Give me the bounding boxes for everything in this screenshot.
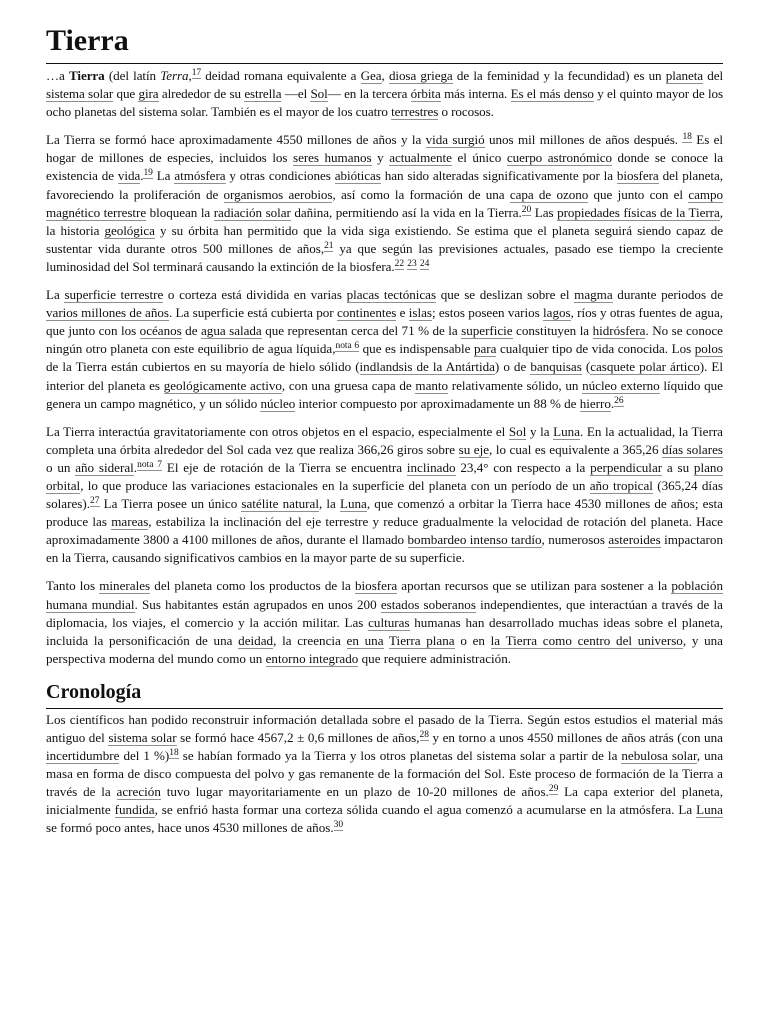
- wiki-link[interactable]: nebulosa solar: [621, 748, 697, 764]
- text-run: interior compuesto por aproximadamente un 88 % de: [295, 395, 580, 411]
- wiki-link[interactable]: incertidumbre: [46, 748, 120, 764]
- text-run: y en torno a unos 4550 millones de años atrás (con una: [429, 730, 723, 745]
- text-run: se habían formado ya la Tierra y los otros planetas del sistema solar a partir de la: [178, 748, 622, 764]
- text-run: del 1 %): [119, 748, 170, 764]
- wiki-link[interactable]: geológica: [104, 222, 155, 238]
- text-run: Las: [531, 204, 558, 220]
- text-run: y otras condiciones: [225, 168, 335, 184]
- reference-link[interactable]: 17: [191, 68, 202, 78]
- text-run: La capa exterior del planeta, inicialmente: [46, 784, 723, 818]
- wiki-link[interactable]: inclinado: [406, 459, 456, 475]
- reference-link[interactable]: nota 6: [335, 341, 360, 352]
- wiki-link[interactable]: perpendicular: [590, 459, 663, 475]
- text-run: impactaron en la Tierra, causando significativos cambios en la mayor parte de su superficie.: [46, 532, 723, 566]
- wiki-link[interactable]: hierro: [579, 395, 611, 411]
- text-run: , la creencia: [273, 632, 347, 648]
- text-run: La: [152, 168, 175, 184]
- wiki-link[interactable]: magma: [574, 287, 613, 303]
- text-run: . En la actualidad, la Tierra completa una órbita alrededor del Sol cada vez que realiza 366,26 giros sobre: [46, 423, 723, 457]
- wiki-link[interactable]: agua salada: [201, 323, 262, 339]
- bold-text: Tierra: [68, 68, 105, 83]
- text-run: La: [46, 287, 65, 303]
- wiki-link[interactable]: Luna: [339, 496, 367, 512]
- text-run: — en la tercera: [327, 86, 411, 102]
- wiki-link[interactable]: sistema solar: [46, 86, 114, 102]
- text-run: , numerosos: [541, 532, 609, 548]
- wiki-link[interactable]: gira: [138, 86, 159, 102]
- wiki-link[interactable]: vida surgió: [425, 132, 485, 148]
- wiki-link[interactable]: polos: [694, 341, 723, 357]
- wiki-link[interactable]: culturas: [368, 614, 410, 630]
- text-run: Tanto los: [46, 578, 100, 594]
- text-run: , ríos y otras fuentes de agua, que junto con los: [46, 305, 723, 339]
- text-run: que: [113, 86, 139, 102]
- wiki-link[interactable]: Sol: [508, 423, 527, 439]
- text-run: .: [133, 459, 138, 475]
- text-run: . Sus habitantes están agrupados en unos 200: [134, 596, 381, 612]
- reference-link[interactable]: 18: [169, 748, 179, 759]
- wiki-link[interactable]: año sideral: [75, 459, 134, 475]
- text-run: Los científicos han podido reconstruir información detallada sobre el pasado de la Tierra. Según estos estudios el material más antiguo del: [46, 711, 723, 745]
- article: [46, 22, 723, 848]
- text-run: , lo que produce las variaciones estacionales en la superficie del planeta con un período de un: [80, 477, 590, 493]
- text-run: o en: [454, 632, 491, 648]
- text-run: .: [140, 168, 144, 184]
- wiki-link[interactable]: fundida: [114, 802, 155, 818]
- wiki-link[interactable]: indlandsis de la Antártida: [359, 359, 495, 375]
- text-run: constituyen la: [512, 323, 593, 339]
- text-run: e: [396, 305, 409, 321]
- wiki-link[interactable]: campo magnético terrestre: [46, 186, 723, 220]
- wiki-link[interactable]: superficie: [461, 323, 513, 339]
- text-run: o un: [46, 459, 76, 475]
- wiki-link[interactable]: Sol: [310, 86, 328, 102]
- wiki-link[interactable]: bombardeo intenso tardío: [407, 532, 542, 548]
- text-run: , así como la formación de una: [332, 186, 510, 202]
- wiki-link[interactable]: minerales: [99, 578, 151, 594]
- text-run: aportan recursos que se utilizan para sostener a la: [397, 578, 672, 594]
- text-run: unos mil millones de años después.: [484, 132, 683, 148]
- text-run: …a: [46, 68, 69, 83]
- text-run: líquido que genera un campo magnético, y un sólido: [46, 377, 723, 411]
- wiki-link[interactable]: mareas: [111, 514, 149, 530]
- wiki-link[interactable]: capa de ozono: [509, 186, 589, 202]
- text-run: y el quinto mayor de los ocho planetas del sistema solar. También es el mayor de los cuatro: [46, 86, 723, 120]
- text-run: ) o de: [494, 359, 531, 375]
- text-run: tuvo lugar mayoritariamente en un plazo de 10-20 millones de años.: [160, 784, 549, 800]
- wiki-link[interactable]: abióticas: [334, 168, 381, 184]
- wiki-link[interactable]: población humana mundial: [46, 578, 723, 612]
- wiki-link[interactable]: satélite natural: [241, 496, 319, 512]
- text-run: del planeta, favoreciendo la proliferación de: [46, 168, 723, 202]
- text-run: ,: [381, 68, 389, 83]
- wiki-link[interactable]: superficie terrestre: [64, 287, 164, 303]
- paragraph-cronologia: [46, 711, 723, 838]
- text-run: o corteza está dividida en varias: [163, 287, 347, 303]
- text-run: o rocosos.: [438, 104, 494, 120]
- text-run: que representan cerca del 71 % de la: [261, 323, 462, 339]
- wiki-link[interactable]: biosfera: [354, 578, 398, 594]
- text-run: donde se conoce la existencia de: [46, 150, 723, 184]
- text-run: del: [703, 68, 723, 83]
- text-run: Es el hogar de millones de especies, incluidos los: [46, 132, 724, 166]
- text-run: , la: [318, 496, 340, 512]
- text-run: (: [581, 359, 591, 375]
- text-run: a su: [662, 459, 694, 475]
- wiki-link[interactable]: acreción: [116, 784, 161, 800]
- text-run: El eje de rotación de la Tierra se encuentra: [162, 459, 407, 475]
- reference-link[interactable]: 24: [419, 258, 430, 269]
- wiki-link[interactable]: planeta: [665, 68, 703, 83]
- wiki-link[interactable]: lagos: [543, 305, 571, 321]
- text-run: ,: [188, 68, 192, 83]
- paragraph-formation: [46, 131, 723, 276]
- wiki-link[interactable]: radiación solar: [213, 204, 291, 220]
- text-run: La Tierra interactúa gravitatoriamente con otros objetos en el espacio, especialmente el: [46, 423, 509, 439]
- wiki-link[interactable]: hidrósfera: [592, 323, 646, 339]
- wiki-link[interactable]: año tropical: [589, 477, 653, 493]
- wiki-link[interactable]: manto: [415, 377, 449, 393]
- text-run: y la: [526, 423, 554, 439]
- reference-link[interactable]: nota 7: [137, 459, 163, 470]
- text-run: se formó hace 4567,2 ± 0,6 millones de años,: [176, 730, 420, 745]
- wiki-link[interactable]: biosfera: [616, 168, 659, 184]
- text-run: del planeta como los productos de la: [150, 578, 355, 594]
- text-run: bloquean la: [146, 204, 214, 220]
- text-run: La Tierra se formó hace aproximadamente 4550 millones de años y la: [46, 132, 426, 148]
- wiki-link[interactable]: banquisas: [530, 359, 582, 375]
- text-run: , se enfrió hasta formar una corteza sólida cuando el agua comenzó a acumularse en la atmósfera. La: [154, 802, 697, 818]
- text-run: se formó poco antes, hace unos 4530 millones de años.: [46, 820, 334, 836]
- wiki-link[interactable]: deidad: [238, 632, 274, 648]
- wiki-link[interactable]: varios millones de años: [46, 305, 169, 321]
- text-run: y: [371, 150, 390, 166]
- wiki-link[interactable]: la Tierra como centro del universo: [490, 632, 683, 648]
- wiki-link[interactable]: placas tectónicas: [346, 287, 437, 303]
- reference-link[interactable]: 30: [333, 820, 344, 831]
- wiki-link[interactable]: asteroides: [608, 532, 661, 548]
- text-run: más interna.: [440, 86, 511, 102]
- wiki-link[interactable]: seres humanos: [293, 150, 372, 166]
- text-run: de la feminidad y la fecundidad) es un: [452, 68, 666, 83]
- reference-link[interactable]: 22: [394, 258, 405, 269]
- wiki-link[interactable]: para: [473, 341, 497, 357]
- wiki-link[interactable]: núcleo externo: [582, 377, 660, 393]
- wiki-link[interactable]: Luna: [696, 802, 723, 818]
- wiki-link[interactable]: organismos aerobios: [223, 186, 333, 202]
- wiki-link[interactable]: océanos: [139, 323, 182, 339]
- wiki-link[interactable]: estrella: [244, 86, 282, 102]
- wiki-link[interactable]: Luna: [553, 423, 581, 439]
- text-run: dañina, permitiendo así la vida en la Tierra.: [290, 204, 522, 220]
- text-run: han sido alteradas significativamente por la: [380, 168, 617, 184]
- wiki-link[interactable]: islas: [408, 305, 432, 321]
- wiki-link[interactable]: Es el más denso: [510, 86, 594, 102]
- text-run: que requiere administración.: [358, 650, 512, 666]
- reference-link[interactable]: 28: [419, 730, 430, 740]
- reference-link[interactable]: 19: [143, 168, 153, 179]
- paragraph-intro: [46, 67, 723, 121]
- wiki-link[interactable]: geológicamente activo: [163, 377, 282, 393]
- text-run: , que comenzó a orbitar la Tierra hace 4530 millones de años; esta produce las: [46, 496, 723, 530]
- paragraph-orbit: [46, 423, 723, 568]
- wiki-link[interactable]: vida: [117, 168, 141, 184]
- text-run: de la Tierra están cubiertos en su mayoría de hielo sólido (: [46, 359, 360, 375]
- text-run: relativamente sólido, un: [448, 377, 583, 393]
- text-run: que se deslizan sobre el: [436, 287, 575, 303]
- wiki-link[interactable]: sistema solar: [108, 730, 177, 745]
- text-run: independientes, que interactúan a través de la diplomacia, los viajes, el comercio y la acción militar. Las: [46, 596, 723, 630]
- wiki-link[interactable]: cuerpo astronómico: [506, 150, 612, 166]
- text-run: . No se conoce ningún otro planeta con este equilibrio de agua líquida,: [46, 323, 723, 357]
- text-run: —el: [281, 86, 311, 102]
- page-title: Tierra: [46, 22, 723, 64]
- paragraph-surface: [46, 286, 723, 413]
- text-run: 23,4° con respecto a la: [455, 459, 591, 475]
- text-run: deidad romana equivalente a: [201, 68, 361, 83]
- wiki-link[interactable]: propiedades físicas de la Tierra: [557, 204, 720, 220]
- text-run: el único: [451, 150, 507, 166]
- wiki-link[interactable]: en una: [346, 632, 384, 648]
- text-run: (365,24 días solares).: [46, 477, 723, 512]
- text-run: que junto con el: [588, 186, 689, 202]
- text-run: .: [610, 395, 615, 411]
- text-run: de: [181, 323, 201, 339]
- reference-link[interactable]: 23: [407, 258, 417, 269]
- wiki-link[interactable]: núcleo: [260, 395, 296, 411]
- text-run: que es indispensable: [359, 341, 474, 357]
- reference-link[interactable]: 29: [548, 784, 559, 795]
- wiki-link[interactable]: Gea: [360, 68, 382, 83]
- wiki-link[interactable]: entorno integrado: [265, 650, 359, 666]
- wiki-link[interactable]: casquete polar ártico: [590, 359, 700, 375]
- italic-text: Terra: [160, 68, 189, 83]
- text-run: ya que según las previsiones actuales, pasado ese tiempo la creciente luminosidad del Sol terminará causando la extinción de la biosfera.: [46, 240, 724, 274]
- text-run: La Tierra posee un único: [99, 496, 242, 512]
- text-run: (del latín: [104, 68, 161, 83]
- text-run: durante periodos de: [612, 287, 724, 303]
- wiki-link[interactable]: atmósfera: [174, 168, 226, 184]
- wiki-link[interactable]: órbita: [410, 86, 441, 102]
- text-run: humanas han desarrollado muchas ideas sobre el planeta, incluida la personificación de una: [46, 614, 723, 648]
- wiki-link[interactable]: estados soberanos: [380, 596, 476, 612]
- text-run: y su órbita han permitido que la vida siga existiendo. Se estima que el planeta seguirá siendo capaz de sustentar vida durante otros 500 millones de años,: [46, 222, 723, 256]
- text-run: . La superficie está cubierta por: [168, 305, 337, 321]
- text-run: , y una perspectiva moderna del mundo como un: [46, 632, 723, 666]
- text-run: , una masa en forma de disco compuesta del polvo y gas remanente de la formación del Sol. Este proceso de formación de la Tierra a través de la: [46, 748, 724, 800]
- text-run: ; estos poseen varios: [431, 305, 544, 321]
- reference-link[interactable]: 27: [90, 496, 100, 507]
- text-run: , con una gruesa capa de: [281, 377, 416, 393]
- wiki-link[interactable]: días solares: [662, 441, 723, 457]
- wiki-link[interactable]: actualmente: [389, 150, 452, 166]
- reference-link[interactable]: 21: [324, 240, 334, 251]
- section-heading-cronologia: Cronología: [46, 678, 723, 709]
- text-run: , lo cual es equivalente a 365,26: [489, 441, 663, 457]
- text-run: ). El interior del planeta es: [46, 359, 723, 393]
- wiki-link[interactable]: su eje: [458, 441, 490, 457]
- paragraph-humans: [46, 577, 723, 667]
- wiki-link[interactable]: continentes: [336, 305, 397, 321]
- wiki-link[interactable]: diosa griega: [388, 68, 453, 83]
- wiki-link[interactable]: terrestres: [391, 104, 439, 120]
- text-run: cualquier tipo de vida conocida. Los: [496, 341, 695, 357]
- text-run: , la historia: [46, 204, 723, 238]
- wiki-link[interactable]: plano orbital: [46, 459, 723, 493]
- reference-link[interactable]: 26: [614, 395, 624, 406]
- reference-link[interactable]: 20: [521, 204, 532, 215]
- reference-link[interactable]: 18: [682, 132, 692, 143]
- text-run: alrededor de su: [158, 86, 245, 102]
- wiki-link[interactable]: Tierra plana: [389, 632, 455, 648]
- text-run: , estabiliza la inclinación del eje terrestre y reduce gradualmente la velocidad de rotación del planeta. Hace aproximadamente 3800 a 4100 millones de años, durante el llamado: [46, 514, 723, 548]
